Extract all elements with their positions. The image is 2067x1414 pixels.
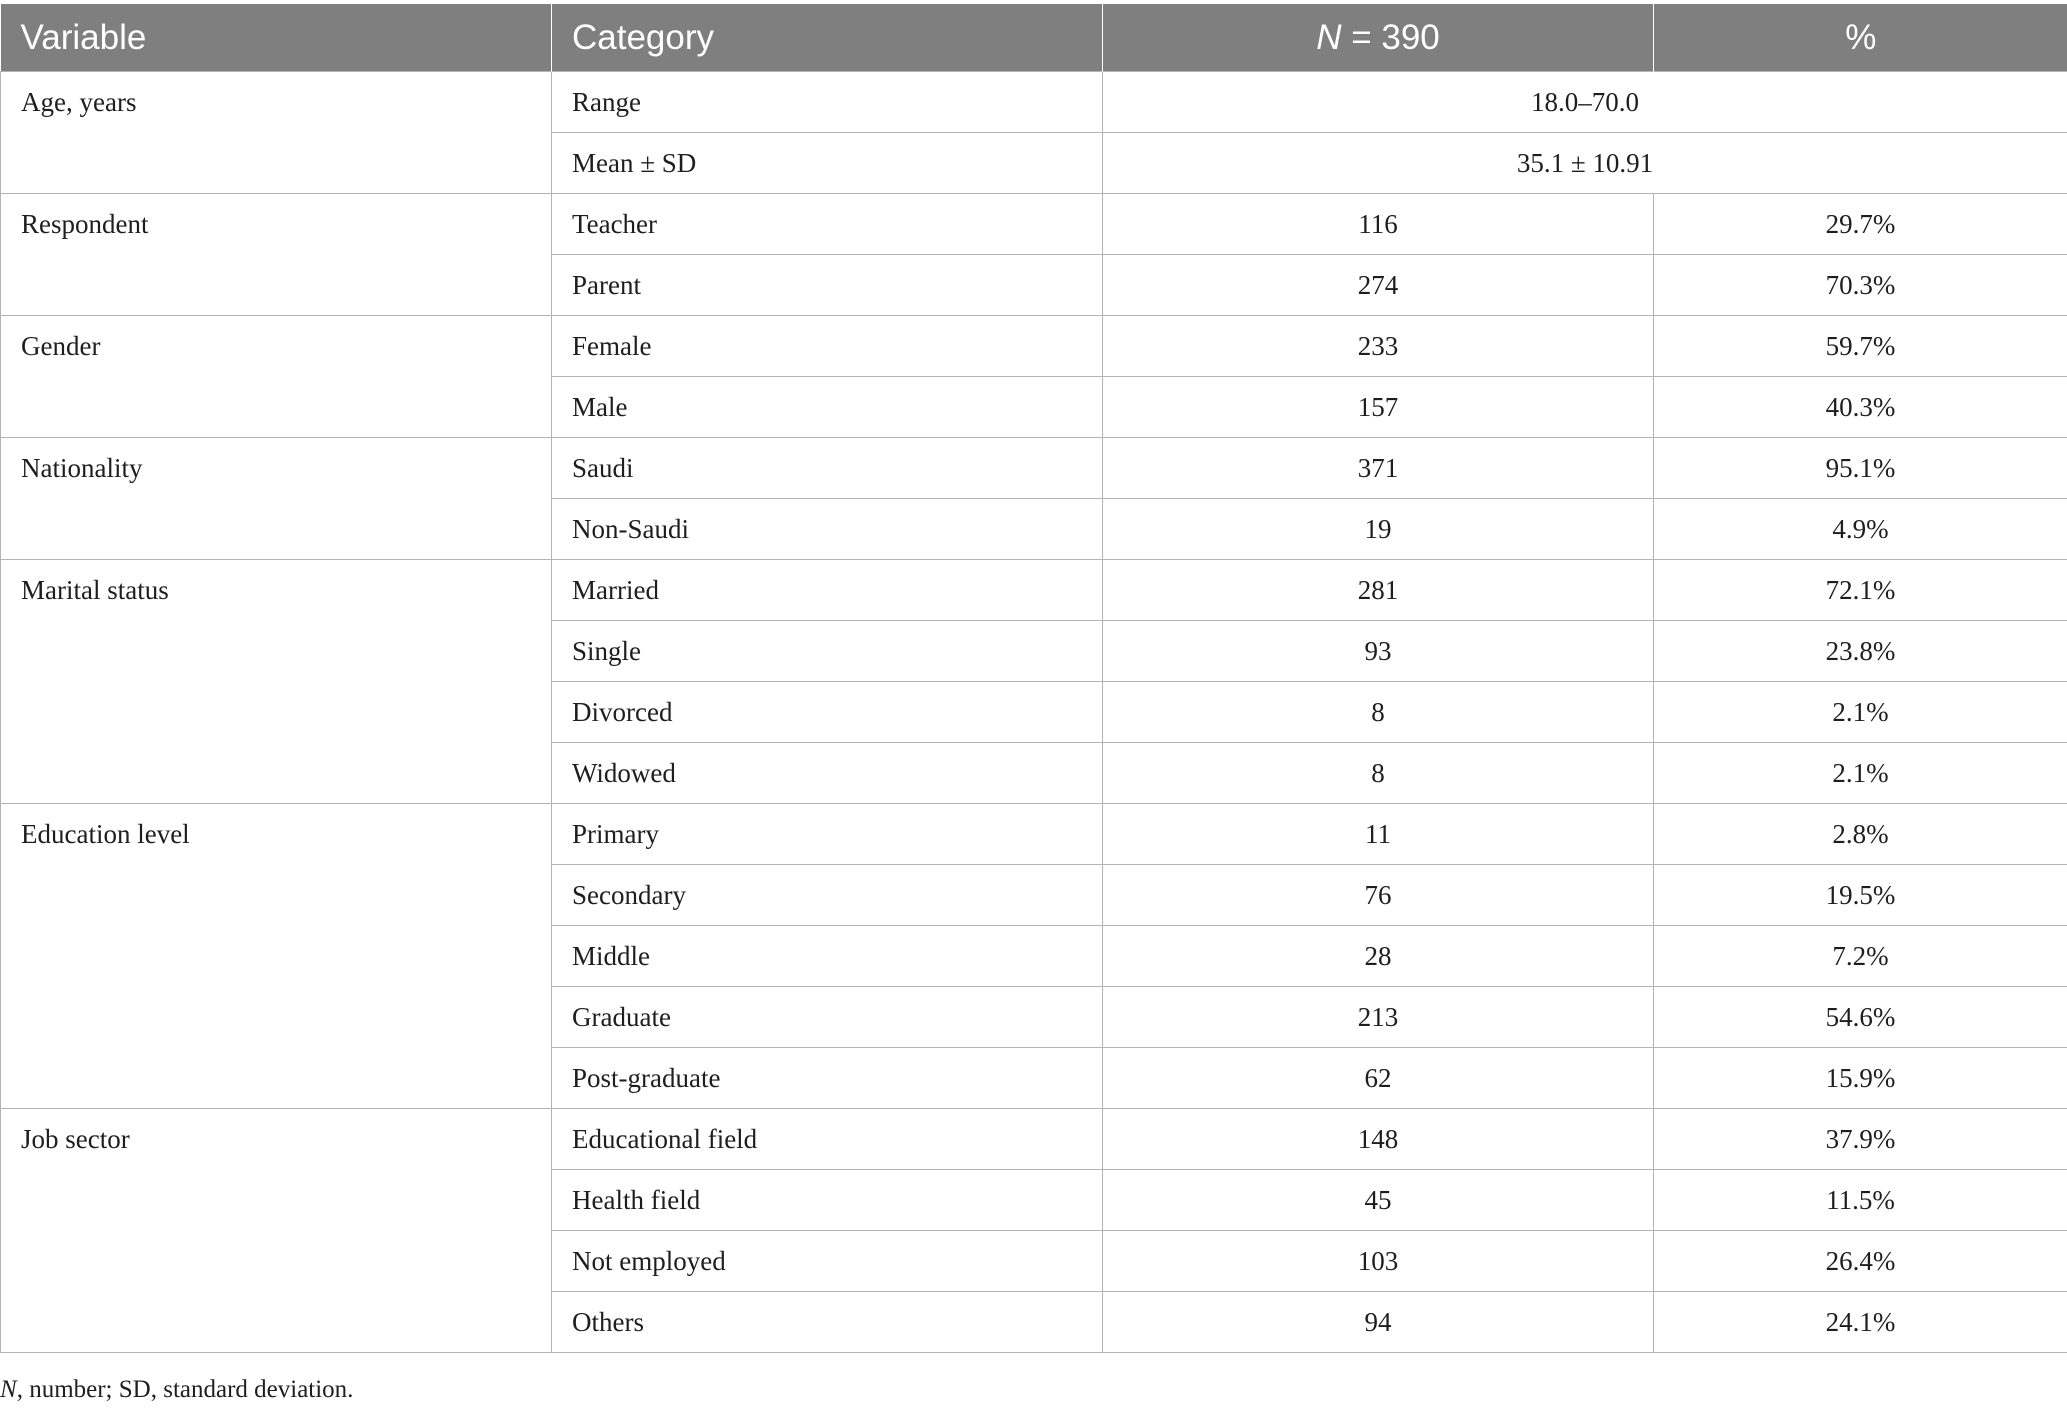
count-cell: 93 [1103, 621, 1654, 682]
category-cell: Graduate [552, 987, 1103, 1048]
count-cell: 233 [1103, 316, 1654, 377]
category-cell: Single [552, 621, 1103, 682]
table-row [1, 804, 2067, 865]
count-cell: 11 [1103, 804, 1654, 865]
count-cell: 19 [1103, 499, 1654, 560]
category-cell: Range [552, 72, 1103, 133]
header-category: Category [552, 4, 1103, 72]
percent-cell: 95.1% [1654, 438, 2067, 499]
count-cell: 94 [1103, 1292, 1654, 1353]
count-cell: 116 [1103, 194, 1654, 255]
percent-cell: 24.1% [1654, 1292, 2067, 1353]
percent-cell: 40.3% [1654, 377, 2067, 438]
percent-cell: 23.8% [1654, 621, 2067, 682]
count-cell: 281 [1103, 560, 1654, 621]
percent-cell: 29.7% [1654, 194, 2067, 255]
count-cell: 157 [1103, 377, 1654, 438]
percent-cell: 72.1% [1654, 560, 2067, 621]
category-cell: Female [552, 316, 1103, 377]
table-row [1, 72, 2067, 133]
count-cell: 8 [1103, 743, 1654, 804]
count-cell: 8 [1103, 682, 1654, 743]
table-row [1, 438, 2067, 499]
category-cell: Others [552, 1292, 1103, 1353]
category-cell: Married [552, 560, 1103, 621]
category-cell: Primary [552, 804, 1103, 865]
variable-cell: Education level [1, 804, 552, 1109]
table-footnote [0, 1376, 353, 1404]
header-n [1103, 4, 1654, 72]
percent-cell: 2.8% [1654, 804, 2067, 865]
percent-cell: 19.5% [1654, 865, 2067, 926]
percent-cell: 70.3% [1654, 255, 2067, 316]
variable-cell: Nationality [1, 438, 552, 560]
table-row [1, 560, 2067, 621]
header-variable: Variable [1, 4, 552, 72]
demographics-table [0, 4, 2067, 1353]
category-cell: Secondary [552, 865, 1103, 926]
percent-cell: 54.6% [1654, 987, 2067, 1048]
percent-cell: 15.9% [1654, 1048, 2067, 1109]
category-cell: Non-Saudi [552, 499, 1103, 560]
category-cell: Not employed [552, 1231, 1103, 1292]
table-row [1, 316, 2067, 377]
variable-cell: Respondent [1, 194, 552, 316]
percent-cell: 11.5% [1654, 1170, 2067, 1231]
table-body [1, 72, 2067, 1353]
percent-cell: 2.1% [1654, 682, 2067, 743]
category-cell: Parent [552, 255, 1103, 316]
count-cell: 148 [1103, 1109, 1654, 1170]
count-cell: 62 [1103, 1048, 1654, 1109]
category-cell: Male [552, 377, 1103, 438]
percent-cell: 37.9% [1654, 1109, 2067, 1170]
category-cell: Middle [552, 926, 1103, 987]
category-cell: Saudi [552, 438, 1103, 499]
count-cell: 371 [1103, 438, 1654, 499]
header-percent: % [1654, 4, 2067, 72]
footnote-text: , number; SD, standard deviation. [16, 1376, 354, 1403]
category-cell: Mean ± SD [552, 133, 1103, 194]
percent-cell: 4.9% [1654, 499, 2067, 560]
category-cell: Widowed [552, 743, 1103, 804]
count-cell: 45 [1103, 1170, 1654, 1231]
percent-cell: 2.1% [1654, 743, 2067, 804]
count-cell: 76 [1103, 865, 1654, 926]
category-cell: Divorced [552, 682, 1103, 743]
count-cell: 28 [1103, 926, 1654, 987]
table-row [1, 194, 2067, 255]
variable-cell: Marital status [1, 560, 552, 804]
category-cell: Post-graduate [552, 1048, 1103, 1109]
percent-cell: 7.2% [1654, 926, 2067, 987]
header-row [1, 4, 2067, 72]
category-cell: Health field [552, 1170, 1103, 1231]
header-n-symbol: N [1316, 17, 1342, 57]
variable-cell: Gender [1, 316, 552, 438]
table-row [1, 1109, 2067, 1170]
header-n-value: = 390 [1341, 17, 1440, 57]
percent-cell: 26.4% [1654, 1231, 2067, 1292]
count-cell: 274 [1103, 255, 1654, 316]
table-container [0, 4, 2067, 1353]
value-cell: 18.0–70.0 [1103, 72, 2067, 133]
value-cell: 35.1 ± 10.91 [1103, 133, 2067, 194]
category-cell: Teacher [552, 194, 1103, 255]
count-cell: 213 [1103, 987, 1654, 1048]
variable-cell: Age, years [1, 72, 552, 194]
count-cell: 103 [1103, 1231, 1654, 1292]
percent-cell: 59.7% [1654, 316, 2067, 377]
variable-cell: Job sector [1, 1109, 552, 1353]
category-cell: Educational field [552, 1109, 1103, 1170]
footnote-n-symbol: N [0, 1376, 17, 1403]
